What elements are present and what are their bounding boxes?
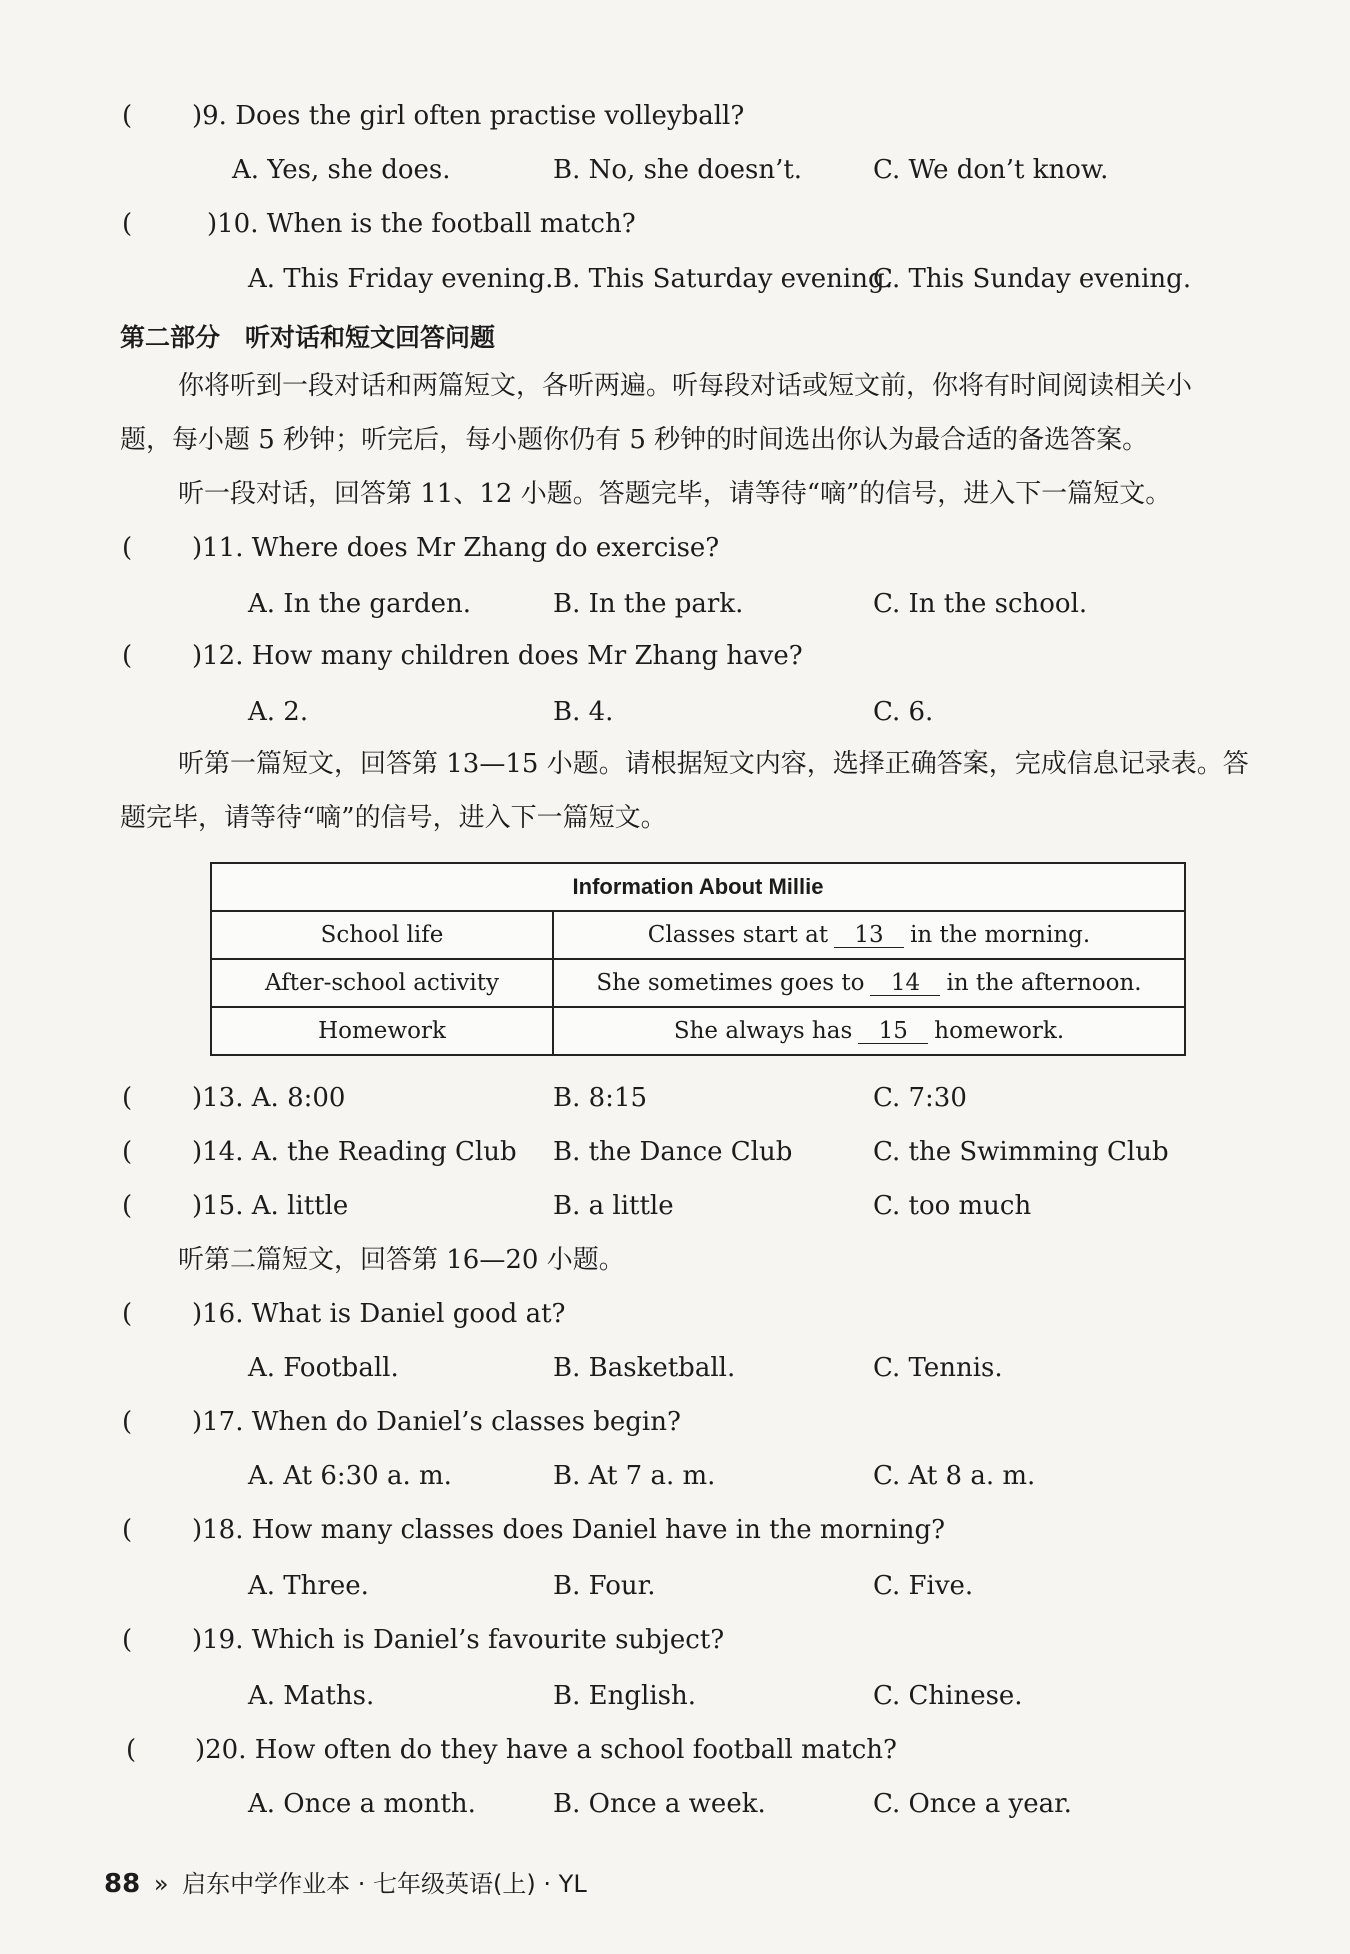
question-text: )14. A. the Reading Club bbox=[192, 1137, 517, 1167]
option-c: C. Chinese. bbox=[873, 1681, 1023, 1711]
option-b: B. a little bbox=[553, 1191, 674, 1221]
answer-bracket[interactable]: ( bbox=[122, 533, 133, 563]
answer-bracket[interactable]: ( bbox=[122, 101, 133, 131]
answer-bracket[interactable]: ( bbox=[126, 1735, 137, 1765]
option-b: B. English. bbox=[553, 1681, 696, 1711]
blank-13[interactable]: 13 bbox=[834, 923, 904, 948]
footer-title: 启东中学作业本 · 七年级英语(上) · YL bbox=[182, 1870, 587, 1898]
question-15 bbox=[0, 1190, 1350, 1224]
option-b: B. Basketball. bbox=[553, 1353, 736, 1383]
instruction-line: 你将听到一段对话和两篇短文，各听两遍。听每段对话或短文前，你将有时间阅读相关小 bbox=[178, 371, 1193, 401]
answer-bracket[interactable]: ( bbox=[122, 1515, 133, 1545]
option-b: B. At 7 a. m. bbox=[553, 1461, 716, 1491]
option-a: A. Yes, she does. bbox=[232, 155, 451, 185]
question-14 bbox=[0, 1136, 1350, 1170]
option-a: A. Maths. bbox=[248, 1681, 375, 1711]
page-footer bbox=[104, 1864, 587, 1899]
row-content bbox=[553, 1007, 1185, 1055]
option-b: B. No, she doesn’t. bbox=[553, 155, 803, 185]
instruction-line: 题完毕，请等待“嘀”的信号，进入下一篇短文。 bbox=[120, 803, 667, 833]
question-18 bbox=[0, 1514, 1350, 1548]
question-text: )17. When do Daniel’s classes begin? bbox=[192, 1407, 681, 1437]
question-11 bbox=[0, 532, 1350, 566]
option-b: B. This Saturday evening. bbox=[553, 264, 893, 294]
section-heading: 第二部分 听对话和短文回答问题 bbox=[120, 323, 496, 352]
table-row bbox=[211, 959, 1185, 1007]
instruction-line: 题，每小题 5 秒钟；听完后，每小题你仍有 5 秒钟的时间选出你认为最合适的备选答案。 bbox=[120, 425, 1149, 455]
option-c: C. 6. bbox=[873, 697, 934, 727]
option-b: B. Once a week. bbox=[553, 1789, 766, 1819]
row-label: School life bbox=[211, 911, 553, 959]
question-text: )18. How many classes does Daniel have in the morning? bbox=[192, 1515, 946, 1545]
info-table bbox=[210, 862, 1186, 1056]
option-c: C. 7:30 bbox=[873, 1083, 967, 1113]
option-a: A. This Friday evening. bbox=[248, 264, 554, 294]
instruction-line: 听一段对话，回答第 11、12 小题。答题完毕，请等待“嘀”的信号，进入下一篇短文。 bbox=[178, 479, 1172, 509]
question-10 bbox=[0, 208, 1350, 242]
answer-bracket[interactable]: ( bbox=[122, 1137, 133, 1167]
question-text: )20. How often do they have a school football match? bbox=[195, 1735, 897, 1765]
page-number: 88 bbox=[104, 1869, 141, 1899]
option-c: C. This Sunday evening. bbox=[873, 264, 1192, 294]
blank-15[interactable]: 15 bbox=[858, 1019, 928, 1044]
row-text: homework. bbox=[934, 1018, 1065, 1044]
question-text: )10. When is the football match? bbox=[207, 209, 636, 239]
option-b: B. In the park. bbox=[553, 589, 744, 619]
instruction-line: 听第一篇短文，回答第 13—15 小题。请根据短文内容，选择正确答案，完成信息记录表。答 bbox=[178, 749, 1249, 779]
option-c: C. the Swimming Club bbox=[873, 1137, 1169, 1167]
row-label: After-school activity bbox=[211, 959, 553, 1007]
table-row bbox=[211, 1007, 1185, 1055]
row-text: in the morning. bbox=[910, 922, 1091, 948]
question-text: )12. How many children does Mr Zhang have? bbox=[192, 641, 803, 671]
option-c: C. Tennis. bbox=[873, 1353, 1003, 1383]
option-c: C. In the school. bbox=[873, 589, 1088, 619]
table-row bbox=[211, 911, 1185, 959]
question-text: )9. Does the girl often practise volleyball? bbox=[192, 101, 745, 131]
question-19 bbox=[0, 1624, 1350, 1658]
option-a: A. 2. bbox=[248, 697, 309, 727]
option-b: B. Four. bbox=[553, 1571, 656, 1601]
option-c: C. At 8 a. m. bbox=[873, 1461, 1036, 1491]
option-a: A. At 6:30 a. m. bbox=[248, 1461, 452, 1491]
option-a: A. Football. bbox=[248, 1353, 399, 1383]
option-c: C. We don’t know. bbox=[873, 155, 1109, 185]
option-b: B. 8:15 bbox=[553, 1083, 648, 1113]
question-text: )15. A. little bbox=[192, 1191, 349, 1221]
option-c: C. too much bbox=[873, 1191, 1032, 1221]
question-20 bbox=[0, 1734, 1350, 1768]
option-a: A. Three. bbox=[248, 1571, 369, 1601]
answer-bracket[interactable]: ( bbox=[122, 1083, 133, 1113]
answer-bracket[interactable]: ( bbox=[122, 1407, 133, 1437]
answer-bracket[interactable]: ( bbox=[122, 209, 133, 239]
row-text: She sometimes goes to bbox=[596, 970, 865, 996]
row-label: Homework bbox=[211, 1007, 553, 1055]
chevron-right-icon: » bbox=[153, 1870, 169, 1898]
question-16 bbox=[0, 1298, 1350, 1332]
option-c: C. Once a year. bbox=[873, 1789, 1072, 1819]
answer-bracket[interactable]: ( bbox=[122, 641, 133, 671]
answer-bracket[interactable]: ( bbox=[122, 1191, 133, 1221]
question-17 bbox=[0, 1406, 1350, 1440]
question-text: )16. What is Daniel good at? bbox=[192, 1299, 566, 1329]
table-title: Information About Millie bbox=[211, 863, 1185, 911]
question-text: )11. Where does Mr Zhang do exercise? bbox=[192, 533, 720, 563]
question-text: )19. Which is Daniel’s favourite subject? bbox=[192, 1625, 725, 1655]
option-a: A. In the garden. bbox=[248, 589, 472, 619]
blank-14[interactable]: 14 bbox=[870, 971, 940, 996]
option-c: C. Five. bbox=[873, 1571, 974, 1601]
option-a: A. Once a month. bbox=[248, 1789, 476, 1819]
answer-bracket[interactable]: ( bbox=[122, 1299, 133, 1329]
option-b: B. 4. bbox=[553, 697, 614, 727]
option-b: B. the Dance Club bbox=[553, 1137, 793, 1167]
question-12 bbox=[0, 640, 1350, 674]
instruction-line: 听第二篇短文，回答第 16—20 小题。 bbox=[178, 1245, 625, 1275]
row-text: She always has bbox=[673, 1018, 853, 1044]
row-content bbox=[553, 911, 1185, 959]
question-9 bbox=[0, 100, 1350, 134]
row-content bbox=[553, 959, 1185, 1007]
question-13 bbox=[0, 1082, 1350, 1116]
answer-bracket[interactable]: ( bbox=[122, 1625, 133, 1655]
question-text: )13. A. 8:00 bbox=[192, 1083, 346, 1113]
row-text: in the afternoon. bbox=[946, 970, 1142, 996]
row-text: Classes start at bbox=[647, 922, 829, 948]
